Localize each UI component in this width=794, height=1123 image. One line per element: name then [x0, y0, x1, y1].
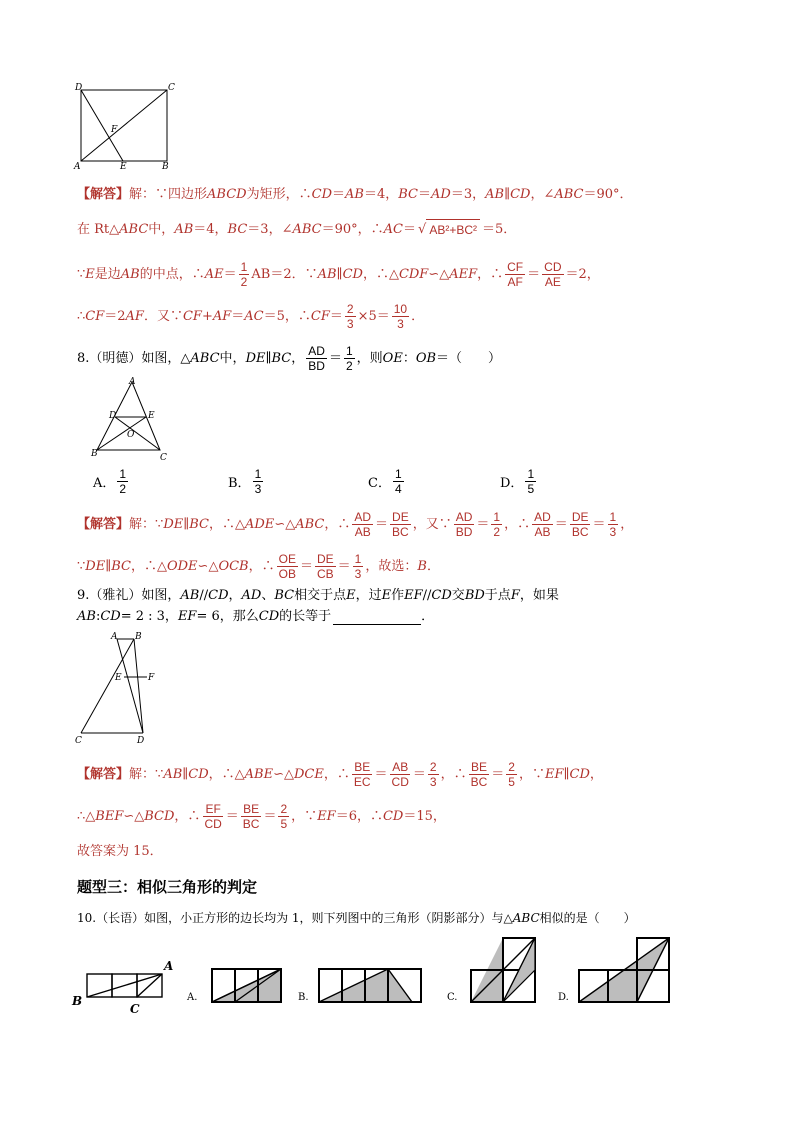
label-c: C: [130, 1002, 140, 1016]
q10-option-c-figure[interactable]: [468, 934, 540, 1006]
q9-stem-line-1: 9.（雅礼）如图， AB // CD ， AD 、 BC 相交于点 E ，过 E 作 EF // CD 交 BD 于点 F ，如果: [77, 588, 559, 603]
figure-triangle-de: [88, 376, 173, 462]
label-c: C: [75, 736, 82, 746]
label-f: F: [148, 673, 155, 683]
label-e: E: [148, 411, 155, 421]
label-a: A: [129, 377, 136, 387]
fraction: $\frac{10}{3}$: [393, 302, 408, 331]
section-title: 题型三：相似三角形的判定: [77, 878, 258, 896]
q10-option-b-figure[interactable]: [316, 966, 424, 1006]
q10-option-a-label[interactable]: A.: [187, 992, 198, 1003]
q8-option-b[interactable]: B． $\frac{1}{3}$: [228, 467, 262, 496]
q8-option-c[interactable]: C． $\frac{1}{4}$: [368, 467, 402, 496]
q7-solution-line-2: 在 Rt△ ABC 中， AB ＝4， BC ＝3，∠ ABC ＝90°，∴ AC ＝ √ AB²+BC² ＝5．: [77, 219, 516, 240]
q10-option-b-label[interactable]: B.: [298, 992, 309, 1003]
label-e: E: [115, 673, 122, 683]
q8-option-a[interactable]: A． $\frac{1}{2}$: [93, 467, 127, 496]
q10-option-c-label[interactable]: C.: [447, 992, 458, 1003]
label-b: B: [135, 632, 142, 642]
q10-option-a-figure[interactable]: [209, 966, 285, 1006]
q10-stem: 10.（长语）如图，小正方形的边长均为 1，则下列图中的三角形（阴影部分）与△ ABC 相似的是（ ）: [77, 911, 636, 925]
label-b: B: [91, 449, 98, 459]
q8-stem: 8.（明德）如图，△ ABC 中， DE ∥ BC ， $\frac{AD}{BD}$ ＝ $\frac{1}{2}$ ，则 OE ： OB ＝（ ）: [77, 344, 502, 373]
figure-rectangle-abcd: [72, 82, 182, 172]
label-d: D: [137, 736, 145, 746]
fraction: $\frac{CF}{AF}$: [507, 260, 524, 289]
label-d: D: [109, 411, 117, 421]
fraction: $\frac{2}{3}$: [346, 302, 354, 331]
q9-final-answer: 故答案为 15．: [77, 844, 163, 859]
label-d: D: [75, 83, 83, 93]
label-a: A: [164, 959, 174, 973]
q10-option-d-label[interactable]: D.: [558, 992, 569, 1003]
q8-solution-line-2: ∵ DE ∥ BC ，∴△ ODE ∽△ OCB ，∴ $\frac{OE}{OB}$ ＝ $\frac{DE}{CB}$ ＝ $\frac{1}{3}$ ，故选： B ．: [77, 552, 440, 581]
q8-option-d[interactable]: D． $\frac{1}{5}$: [500, 467, 535, 496]
q9-solution-line-2: ∴△ BEF ∽△ BCD ，∴ $\frac{EF}{CD}$ ＝ $\frac{BE}{BC}$ ＝ $\frac{2}{5}$ ，∵ EF ＝6，∴ CD ＝15，: [77, 802, 446, 831]
fraction: $\frac{AD}{BD}$: [308, 344, 325, 373]
q7-solution-line-4: ∴ CF ＝2 AF ．又∵ CF + AF ＝ AC ＝5，∴ CF ＝ $\frac{2}{3}$ ×5＝ $\frac{10}{3}$ ．: [77, 302, 425, 331]
label-b: B: [72, 994, 83, 1008]
figure-parallel-lines: [72, 630, 162, 746]
q8-solution-line-1: 【解答】 解： ∵ DE ∥ BC ，∴△ ADE ∽△ ABC ，∴ $\frac{AD}{AB}$ ＝ $\frac{DE}{BC}$ ，又∵ $\frac{AD}{BD}$ ＝ $\frac{1}{2}$ ，∴ $\frac{AD}{AB}$ ＝ $\frac{DE}{BC}$ ＝ $\frac{1}{3}$ ，: [77, 510, 634, 539]
label-c: C: [168, 83, 175, 93]
fraction: $\frac{1}{2}$: [345, 344, 353, 373]
label-f: F: [111, 125, 118, 135]
label-a: A: [74, 162, 81, 172]
label-c: C: [160, 453, 167, 462]
q7-solution-line-1: 【解答】 解： ∵四边形 ABCD 为矩形，∴ CD ＝ AB ＝4， BC ＝ AD ＝3， AB ∥ CD ，∠ ABC ＝90°．: [77, 187, 633, 202]
q10-option-d-figure[interactable]: [576, 934, 676, 1006]
label-o: O: [127, 430, 135, 440]
fraction: $\frac{CD}{AE}$: [544, 260, 562, 289]
q9-stem-line-2: AB : CD = 2 : 3， EF = 6，那么 CD 的长等于 ．: [77, 609, 435, 624]
answer-blank[interactable]: [333, 610, 421, 625]
sqrt-expression: √ AB²+BC²: [418, 219, 480, 240]
label-a: A: [111, 632, 118, 642]
label-b: B: [162, 162, 169, 172]
fraction: $\frac{1}{2}$: [240, 260, 248, 289]
q7-solution-line-3: ∵ E 是边 AB 的中点，∴ AE ＝ $\frac{1}{2}$ AB ＝2．∵ AB ∥ CD ，∴△ CDF ∽△ AEF ，∴ $\frac{CF}{AF}$ ＝ $\frac{CD}{AE}$ ＝2，: [77, 260, 600, 289]
label-e: E: [120, 162, 127, 172]
q9-solution-line-1: 【解答】 解： ∵ AB ∥ CD ，∴△ ABE ∽△ DCE ，∴ $\frac{BE}{EC}$ ＝ $\frac{AB}{CD}$ ＝ $\frac{2}{3}$ ，∴ $\frac{BE}{BC}$ ＝ $\frac{2}{5}$ ，∵ EF ∥ CD ，: [77, 760, 603, 789]
figure-grid-abc: [70, 955, 180, 1017]
